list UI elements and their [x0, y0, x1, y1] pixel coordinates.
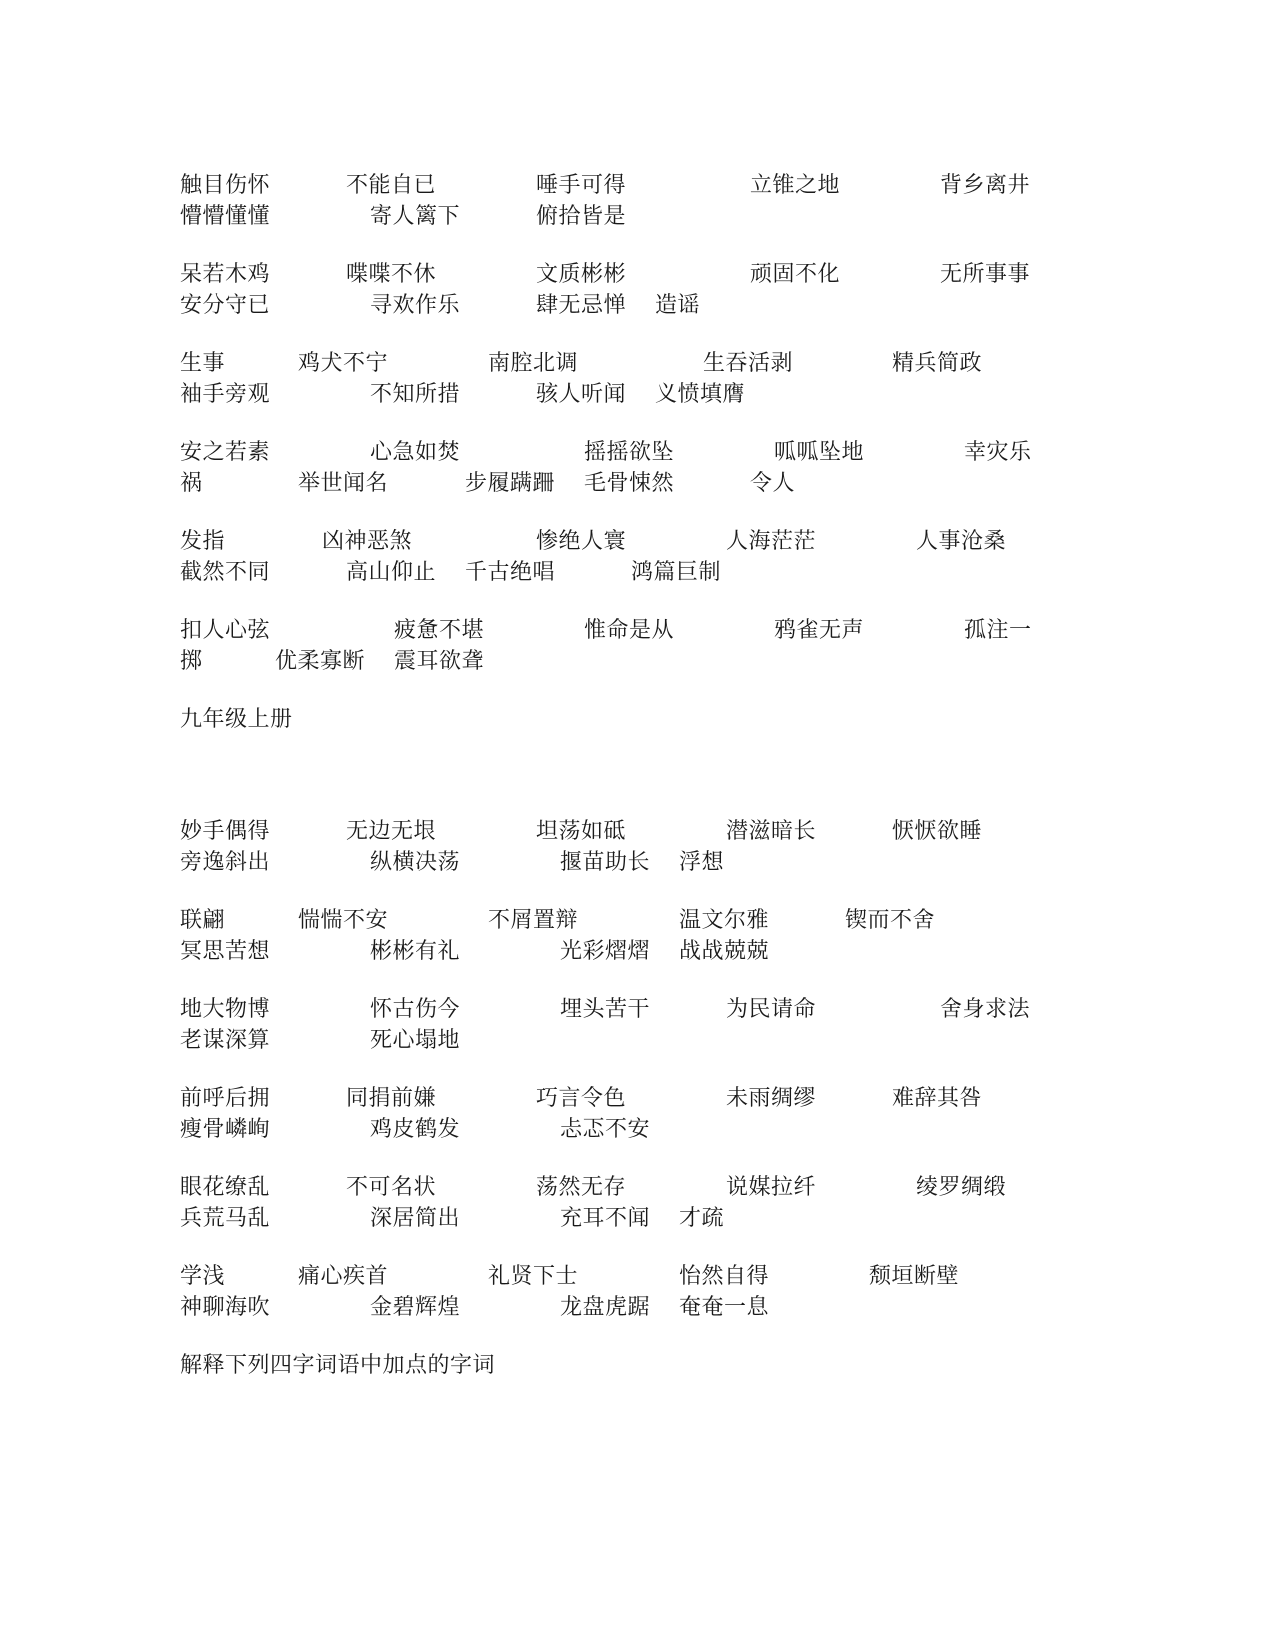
idiom: 金碧辉煌 [370, 1295, 461, 1320]
heading-grade9: 九年级上册 [180, 707, 293, 732]
idiom: 生吞活剥 [703, 351, 794, 376]
idiom: 肆无忌惮 [536, 293, 627, 318]
idiom: 毛骨悚然 [584, 471, 675, 496]
idiom: 怀古伤今 [370, 997, 461, 1022]
word-row [0, 1292, 1275, 1324]
word-row [0, 437, 1275, 469]
idiom: 彬彬有礼 [370, 939, 461, 964]
idiom: 鸿篇巨制 [631, 560, 722, 585]
idiom: 不屑置辩 [488, 908, 579, 933]
idiom: 懵懵懂懂 [180, 204, 271, 229]
idiom: 凶神恶煞 [322, 529, 413, 554]
idiom: 礼贤下士 [488, 1264, 579, 1289]
idiom: 安分守已 [180, 293, 271, 318]
idiom: 惟命是从 [584, 618, 675, 643]
word-row [0, 170, 1275, 202]
idiom: 生事 [180, 351, 226, 376]
idiom: 锲而不舍 [845, 908, 936, 933]
word-row [0, 936, 1275, 968]
idiom: 摇摇欲坠 [584, 440, 675, 465]
idiom: 荡然无存 [536, 1175, 627, 1200]
idiom: 怡然自得 [679, 1264, 770, 1289]
idiom: 地大物博 [180, 997, 271, 1022]
idiom: 冥思苦想 [180, 939, 271, 964]
idiom: 千古绝唱 [465, 560, 556, 585]
word-row [0, 1261, 1275, 1293]
idiom: 人海茫茫 [726, 529, 817, 554]
section-heading [0, 704, 1275, 736]
word-row [0, 646, 1275, 678]
idiom: 老谋深算 [180, 1028, 271, 1053]
idiom: 不可名状 [346, 1175, 437, 1200]
idiom: 立锥之地 [750, 173, 841, 198]
idiom: 难辞其咎 [892, 1086, 983, 1111]
idiom: 奄奄一息 [679, 1295, 770, 1320]
word-row [0, 1172, 1275, 1204]
idiom: 前呼后拥 [180, 1086, 271, 1111]
idiom: 纵横决荡 [370, 850, 461, 875]
word-row [0, 994, 1275, 1026]
idiom: 死心塌地 [370, 1028, 461, 1053]
idiom: 喋喋不休 [346, 262, 437, 287]
idiom: 鸦雀无声 [774, 618, 865, 643]
word-row [0, 526, 1275, 558]
idiom: 震耳欲聋 [394, 649, 485, 674]
idiom: 联翩 [180, 908, 226, 933]
idiom: 揠苗助长 [560, 850, 651, 875]
idiom: 人事沧桑 [916, 529, 1007, 554]
idiom: 兵荒马乱 [180, 1206, 271, 1231]
idiom: 温文尔雅 [679, 908, 770, 933]
idiom: 埋头苦干 [560, 997, 651, 1022]
idiom: 幸灾乐 [964, 440, 1032, 465]
word-row [0, 348, 1275, 380]
word-row [0, 379, 1275, 411]
idiom: 俯拾皆是 [536, 204, 627, 229]
idiom: 呆若木鸡 [180, 262, 271, 287]
idiom: 呱呱坠地 [774, 440, 865, 465]
idiom: 造谣 [655, 293, 701, 318]
idiom: 鸡皮鹤发 [370, 1117, 461, 1142]
idiom: 孤注一 [964, 618, 1032, 643]
idiom: 文质彬彬 [536, 262, 627, 287]
idiom: 颓垣断壁 [869, 1264, 960, 1289]
idiom: 袖手旁观 [180, 382, 271, 407]
idiom: 浮想 [679, 850, 725, 875]
idiom: 不知所措 [370, 382, 461, 407]
word-row [0, 290, 1275, 322]
idiom: 义愤填膺 [655, 382, 746, 407]
heading-explain: 解释下列四字词语中加点的字词 [180, 1353, 496, 1378]
idiom: 无所事事 [940, 262, 1031, 287]
idiom: 不能自已 [346, 173, 437, 198]
idiom: 惴惴不安 [298, 908, 389, 933]
idiom: 步履蹒跚 [465, 471, 556, 496]
idiom: 南腔北调 [488, 351, 579, 376]
idiom: 学浅 [180, 1264, 226, 1289]
idiom: 疲惫不堪 [394, 618, 485, 643]
idiom: 旁逸斜出 [180, 850, 271, 875]
idiom: 寻欢作乐 [370, 293, 461, 318]
word-row [0, 615, 1275, 647]
idiom: 瘦骨嶙峋 [180, 1117, 271, 1142]
idiom: 无边无垠 [346, 819, 437, 844]
idiom: 优柔寡断 [275, 649, 366, 674]
idiom: 巧言令色 [536, 1086, 627, 1111]
section-heading [0, 1350, 1275, 1382]
idiom: 截然不同 [180, 560, 271, 585]
idiom: 恹恹欲睡 [892, 819, 983, 844]
idiom: 深居简出 [370, 1206, 461, 1231]
word-row [0, 201, 1275, 233]
idiom: 高山仰止 [346, 560, 437, 585]
word-row [0, 816, 1275, 848]
idiom: 唾手可得 [536, 173, 627, 198]
idiom: 触目伤怀 [180, 173, 271, 198]
idiom: 光彩熠熠 [560, 939, 651, 964]
word-row [0, 1114, 1275, 1146]
word-row [0, 1203, 1275, 1235]
idiom: 掷 [180, 649, 203, 674]
idiom: 说媒拉纤 [726, 1175, 817, 1200]
word-row [0, 1083, 1275, 1115]
word-row [0, 259, 1275, 291]
idiom: 痛心疾首 [298, 1264, 389, 1289]
idiom: 妙手偶得 [180, 819, 271, 844]
idiom: 舍身求法 [940, 997, 1031, 1022]
idiom: 心急如焚 [370, 440, 461, 465]
word-row [0, 847, 1275, 879]
word-row [0, 905, 1275, 937]
idiom: 骇人听闻 [536, 382, 627, 407]
idiom: 顽固不化 [750, 262, 841, 287]
idiom: 扣人心弦 [180, 618, 271, 643]
word-row [0, 557, 1275, 589]
idiom: 坦荡如砥 [536, 819, 627, 844]
idiom: 发指 [180, 529, 226, 554]
idiom: 才疏 [679, 1206, 725, 1231]
idiom: 举世闻名 [298, 471, 389, 496]
idiom: 神聊海吹 [180, 1295, 271, 1320]
word-row [0, 1025, 1275, 1057]
idiom: 眼花缭乱 [180, 1175, 271, 1200]
idiom: 令人 [750, 471, 796, 496]
idiom: 战战兢兢 [679, 939, 770, 964]
idiom: 充耳不闻 [560, 1206, 651, 1231]
idiom: 背乡离井 [940, 173, 1031, 198]
idiom: 潜滋暗长 [726, 819, 817, 844]
idiom: 未雨绸缪 [726, 1086, 817, 1111]
idiom: 鸡犬不宁 [298, 351, 389, 376]
idiom: 祸 [180, 471, 203, 496]
idiom: 寄人篱下 [370, 204, 461, 229]
idiom: 安之若素 [180, 440, 271, 465]
idiom: 为民请命 [726, 997, 817, 1022]
idiom: 忐忑不安 [560, 1117, 651, 1142]
word-row [0, 468, 1275, 500]
idiom: 龙盘虎踞 [560, 1295, 651, 1320]
idiom: 绫罗绸缎 [916, 1175, 1007, 1200]
idiom: 惨绝人寰 [536, 529, 627, 554]
idiom: 同捐前嫌 [346, 1086, 437, 1111]
idiom: 精兵简政 [892, 351, 983, 376]
